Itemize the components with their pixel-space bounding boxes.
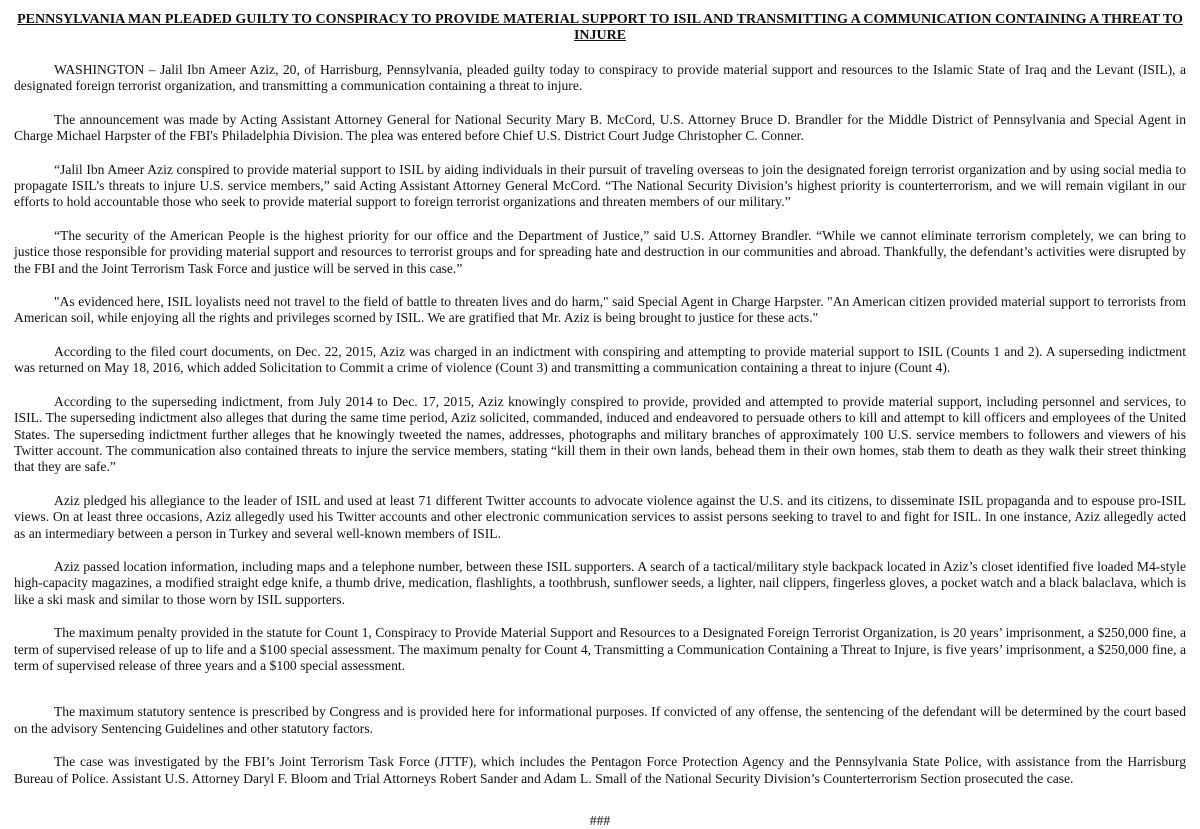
press-release-page <box>14 12 1186 829</box>
paragraph-announcement: The announcement was made by Acting Assistant Attorney General for National Security Mary B. McCord, U.S. Attorney Bruce D. Brandler for the Middle District of Pennsylvania and Special Agent in Charge Michael Harpster of the FBI's Philadelphia Division. The plea was entered before Chief U.S. District Court Judge Christopher C. Conner. <box>14 111 1186 144</box>
paragraph-allegiance: Aziz pledged his allegiance to the leader of ISIL and used at least 71 different Twitter accounts to advocate violence against the U.S. and its citizens, to disseminate ISIL propaganda and to espouse pro-ISIL views. On at least three occasions, Aziz allegedly used his Twitter accounts and other electronic communication services to assist persons seeking to travel to and fight for ISIL. In one instance, Aziz allegedly acted as an intermediary between a person in Turkey and several well-known members of ISIL. <box>14 492 1186 541</box>
end-mark: ### <box>589 813 611 828</box>
paragraph-superseding-indictment: According to the superseding indictment, from July 2014 to Dec. 17, 2015, Aziz knowingly conspired to provide, provided and attempted to provide material support, including personnel and services, to ISIL. The superseding indictment also alleges that during the same time period, Aziz solicited, commanded, induced and endeavored to persuade others to kill and attempt to kill officers and employees of the United States. The superseding indictment further alleges that he knowingly tweeted the names, addresses, photographs and military branches of approximately 100 U.S. service members to followers and viewers of his Twitter account. The communication also contained threats to injure the service members, stating “kill them in their own lands, behead them in their own homes, stab them to death as they walk their street thinking that they are safe.” <box>14 393 1186 475</box>
paragraph-mccord-quote: “Jalil Ibn Ameer Aziz conspired to provide material support to ISIL by aiding individuals in their pursuit of traveling overseas to join the designated foreign terrorist organization and by using social media to propagate ISIL’s threats to injure U.S. service members,” said Acting Assistant Attorney General McCord. “The National Security Division’s highest priority is counterterrorism, and we will remain vigilant in our efforts to hold accountable those who seek to provide material support to foreign terrorist organizations and threaten members of our military.” <box>14 161 1186 210</box>
paragraph-statutory-sentence: The maximum statutory sentence is prescribed by Congress and is provided here for informational purposes. If convicted of any offense, the sentencing of the defendant will be determined by the court based on the advisory Sentencing Guidelines and other statutory factors. <box>14 704 1186 736</box>
paragraph-backpack-search: Aziz passed location information, including maps and a telephone number, between these ISIL supporters. A search of a tactical/military style backpack located in Aziz’s closet identified five loaded M4-style high-capacity magazines, a modified straight edge knife, a thumb drive, medication, flashlights, a toothbrush, sunflower seeds, a lighter, nail clippers, fingerless gloves, a pocket watch and a black balaclava, which is like a ski mask and similar to those worn by ISIL supporters. <box>14 558 1186 607</box>
paragraph-brandler-quote: “The security of the American People is the highest priority for our office and the Department of Justice,” said U.S. Attorney Brandler. “While we cannot eliminate terrorism completely, we can bring to justice those responsible for providing material support and resources to terrorist groups and for spreading hate and destruction in our communities and abroad. Thankfully, the defendant’s activities were disrupted by the FBI and the Joint Terrorism Task Force and justice will be served in this case.” <box>14 227 1186 276</box>
paragraph-investigation: The case was investigated by the FBI’s Joint Terrorism Task Force (JTTF), which includes the Pentagon Force Protection Agency and the Pennsylvania State Police, with assistance from the Harrisburg Bureau of Police. Assistant U.S. Attorney Daryl F. Bloom and Trial Attorneys Robert Sander and Adam L. Small of the National Security Division’s Counterterrorism Section prosecuted the case. <box>14 754 1186 786</box>
press-release-title: PENNSYLVANIA MAN PLEADED GUILTY TO CONSPIRACY TO PROVIDE MATERIAL SUPPORT TO ISIL AND TRANSMITTING A COMMUNICATION CONTAINING A THREAT TO INJURE <box>17 12 1183 43</box>
paragraph-indictment: According to the filed court documents, on Dec. 22, 2015, Aziz was charged in an indictment with conspiring and attempting to provide material support to ISIL (Counts 1 and 2). A superseding indictment was returned on May 18, 2016, which added Solicitation to Commit a crime of violence (Count 3) and transmitting a communication containing a threat to injure (Count 4). <box>14 343 1186 376</box>
paragraph-maximum-penalty: The maximum penalty provided in the statute for Count 1, Conspiracy to Provide Material Support and Resources to a Designated Foreign Terrorist Organization, is 20 years’ imprisonment, a $250,000 fine, a term of supervised release of up to life and a $100 special assessment. The maximum penalty for Count 4, Transmitting a Communication Containing a Threat to Injure, is five years’ imprisonment, a $250,000 fine, a term of supervised release of three years and a $100 special assessment. <box>14 625 1186 673</box>
paragraph-harpster-quote: "As evidenced here, ISIL loyalists need not travel to the field of battle to threaten lives and do harm," said Special Agent in Charge Harpster. "An American citizen provided material support to terrorists from American soil, while enjoying all the rights and privileges scorned by ISIL. We are gratified that Mr. Aziz is being brought to justice for these acts." <box>14 294 1186 326</box>
paragraph-dateline: WASHINGTON – Jalil Ibn Ameer Aziz, 20, of Harrisburg, Pennsylvania, pleaded guilty today to conspiracy to provide material support and resources to the Islamic State of Iraq and the Levant (ISIL), a designated foreign terrorist organization, and transmitting a communication containing a threat to injure. <box>14 62 1186 94</box>
